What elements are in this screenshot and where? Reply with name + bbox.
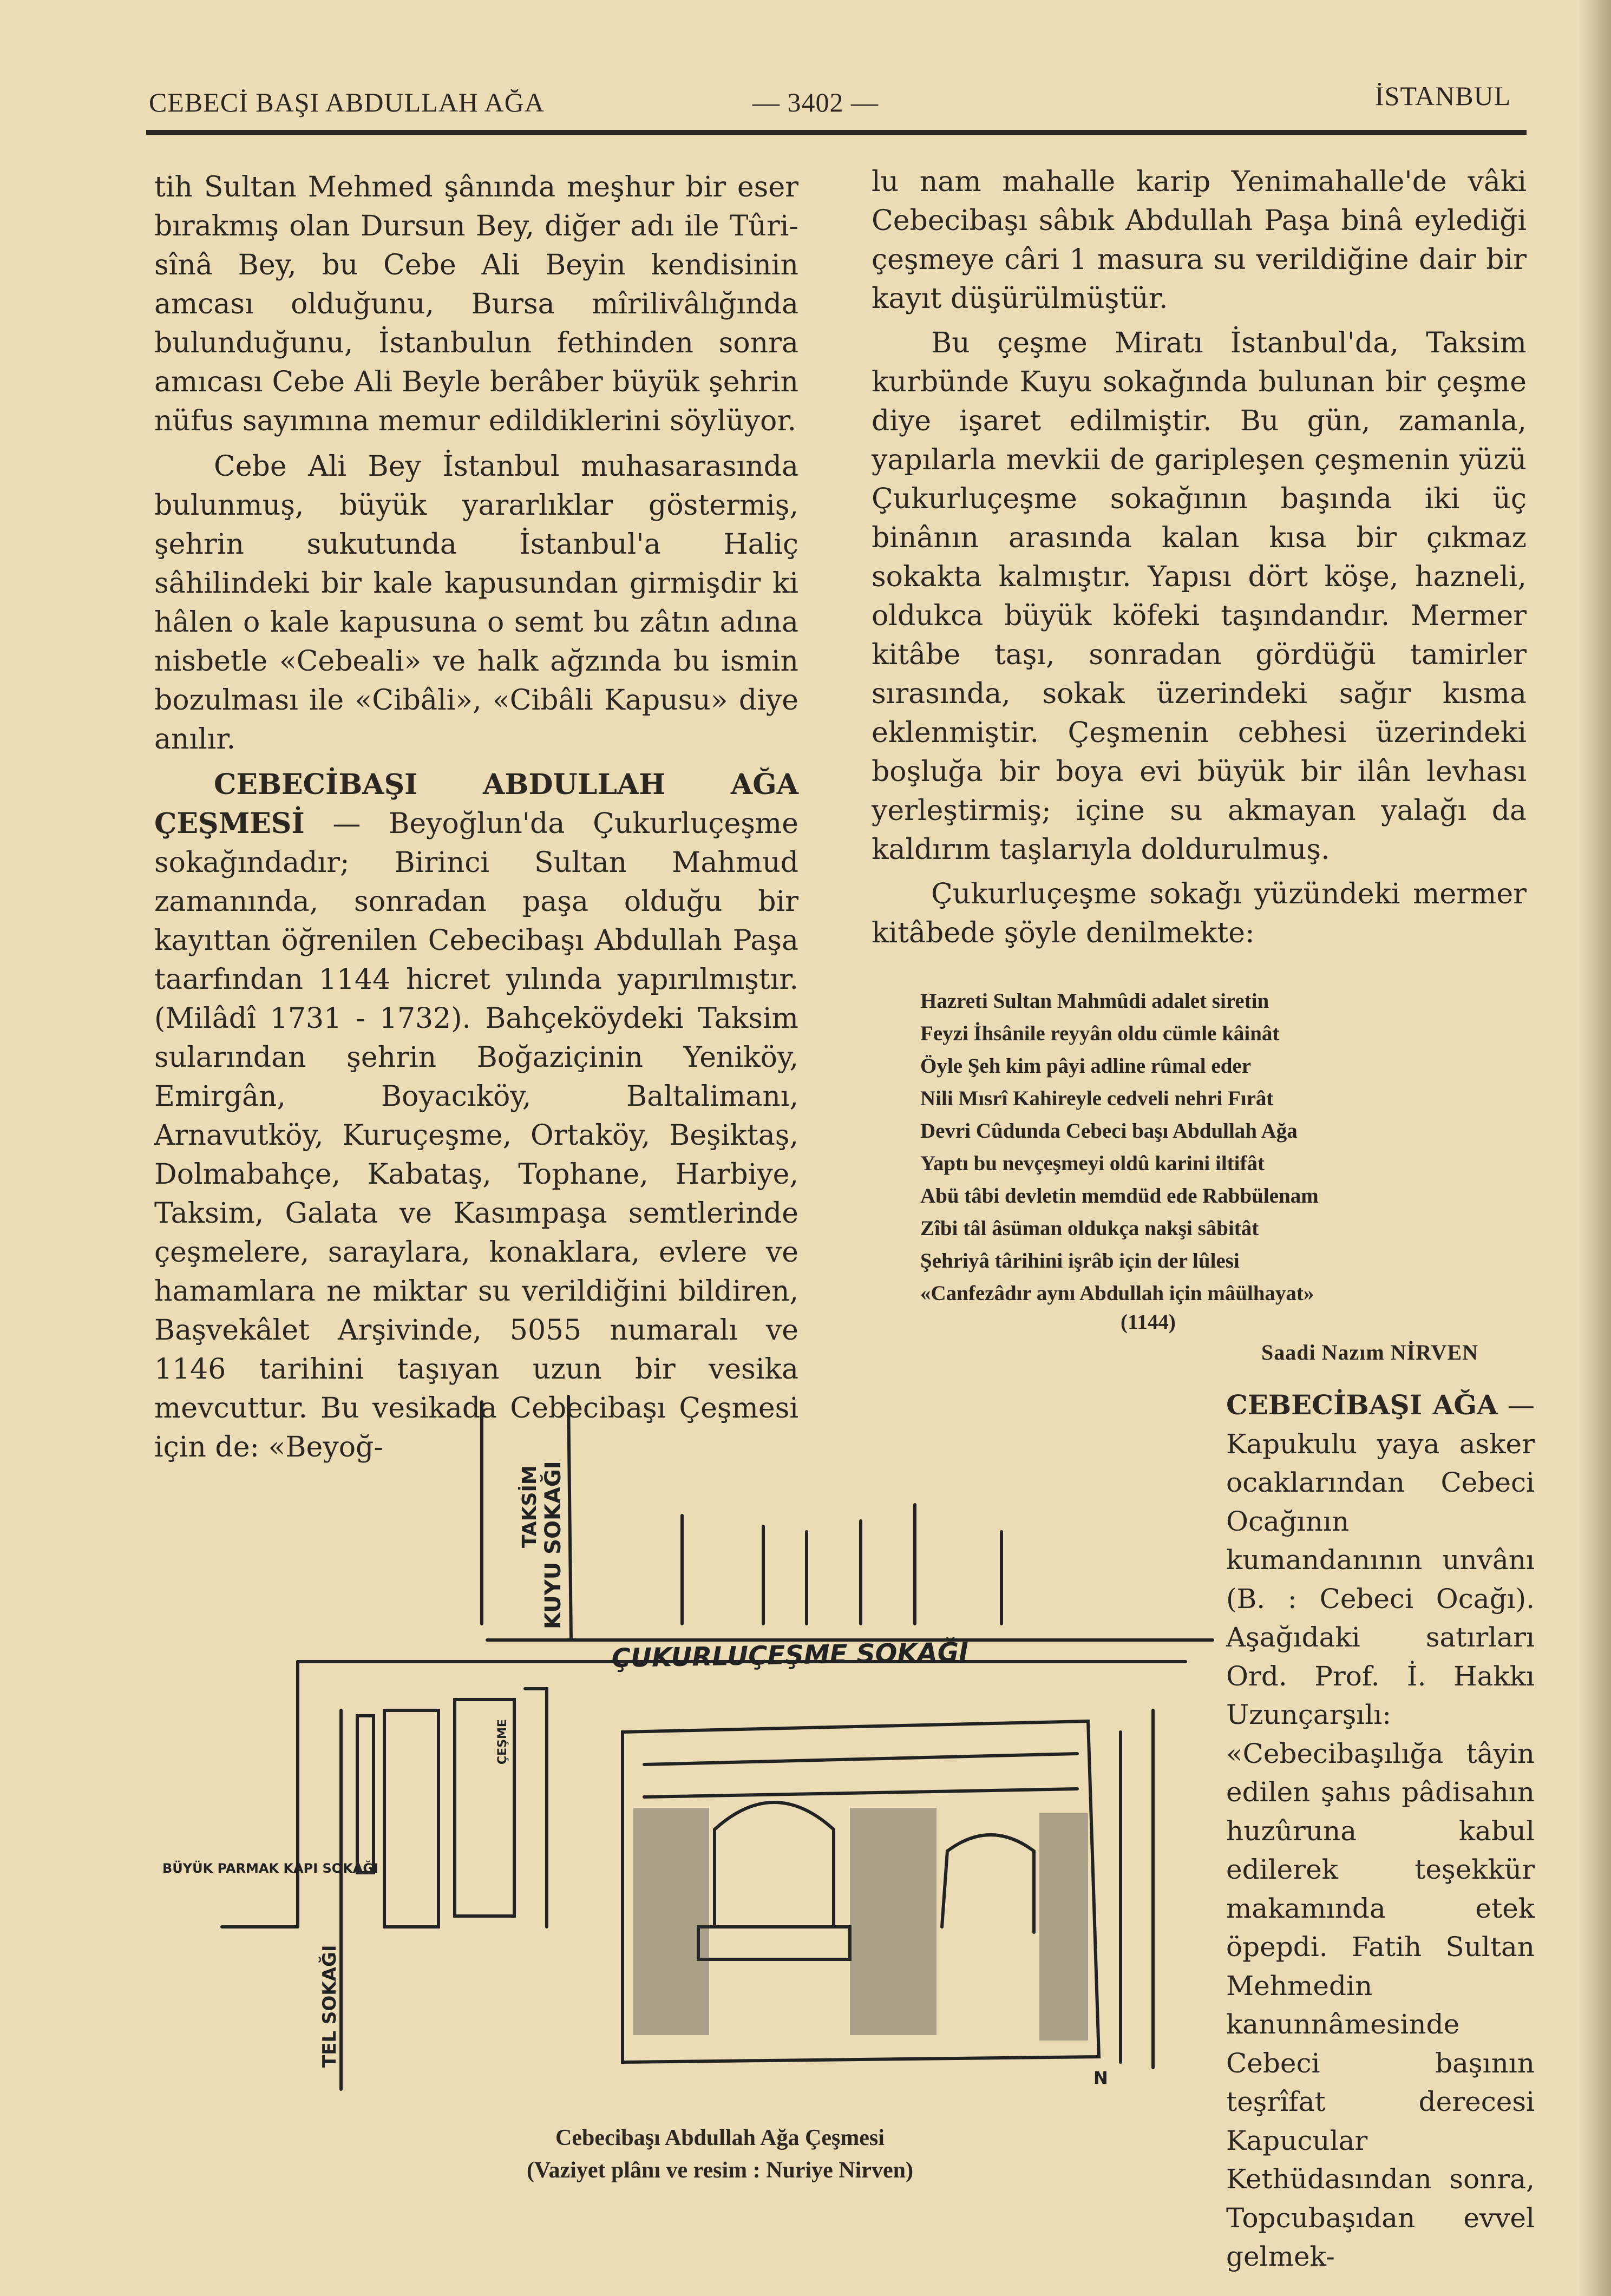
entry-paragraph <box>154 765 798 1467</box>
poem-line: Hazreti Sultan Mahmûdi adalet siretin <box>920 989 1269 1013</box>
hatching <box>1039 1813 1088 2041</box>
running-header-left: CEBECİ BAŞI ABDULLAH AĞA <box>149 87 545 117</box>
road-line <box>568 1396 571 1640</box>
entry-title: CEBECİBAŞI AĞA <box>1226 1389 1498 1421</box>
poem-line: Devri Cûdunda Cebeci başı Abdullah Ağa <box>920 1119 1298 1143</box>
cesme-label: ÇEŞME <box>496 1719 509 1764</box>
entry-title: CEBECİBAŞI ABDULLAH AĞA ÇEŞMESİ <box>154 768 798 840</box>
fountain-sign <box>644 1754 1077 1764</box>
figure-caption <box>449 2122 991 2187</box>
street-label-tel: TEL SOKAĞI <box>319 1945 340 2068</box>
fountain-arch <box>942 1835 1034 1932</box>
street-label-taksim: TAKSİM <box>519 1465 541 1548</box>
poem-line: «Canfezâdır aynı Abdullah için mâülhayat» <box>920 1282 1314 1305</box>
caption-title: Cebecibaşı Abdullah Ağa Çeşmesi <box>555 2126 885 2150</box>
paragraph: lu nam mahalle karip Yenimahalle'de vâki Cebecibaşı sâbık Abdullah Paşa binâ eylediği çeşmeye câri 1 masura su verildiğine dair bir kayıt düşürülmüştür. <box>872 166 1527 315</box>
street-label-buyuk: BÜYÜK PARMAK KAPI SOKAĞI <box>162 1861 378 1876</box>
building-outline <box>357 1716 374 1873</box>
paragraph: tih Sultan Mehmed şânında meşhur bir eser bırakmış olan Dursun Bey, diğer adı ile Tûri-sînâ Bey, bu Cebe Ali Beyin kendisinin amcası olduğunu, Bursa mîrilivâlığında bulunduğunu, İstanbulun fethinden sonra amıcası Cebe Ali Beyle berâber büyük şehrin nüfus sayımına memur edildiklerini söylüyor. <box>154 171 798 437</box>
page-edge-shadow <box>1579 0 1611 2296</box>
poem-year: (1144) <box>1121 1310 1176 1334</box>
street-label-main: ÇUKURLUÇEŞME SOKAĞI <box>611 1637 969 1674</box>
north-arrow-label: N <box>1093 2068 1108 2088</box>
fountain-sign <box>644 1789 1077 1797</box>
fountain-arch <box>715 1802 834 1927</box>
poem-line: Feyzi İhsânile reyyân oldu cümle kâinât <box>920 1022 1280 1045</box>
inscription-poem <box>920 985 1516 1310</box>
hatching <box>633 1808 709 2035</box>
poem-author: Saadi Nazım NİRVEN <box>1261 1340 1479 1365</box>
poem-line: Abü tâbi devletin memdüd ede Rabbülenam <box>920 1184 1319 1208</box>
left-column <box>154 168 798 1467</box>
fountain-basin <box>698 1927 850 1959</box>
entry-text: — Beyoğlun'da Çukurluçeşme sokağındadır; Birinci Sultan Mahmud zamanında, sonradan paşa olduğu bir kayıttan öğrenilen Cebecibaşı Abdullah Paşa taarfından 1144 hicret yılında yapırılmıştır. (Milâdî 1731 - 1732). Bahçeköydeki Taksim sularından şehrin Boğaziçinin Yeniköy, Emirgân, Boyacıköy, Baltalimanı, Arnavutköy, Kuruçeşme, Ortaköy, Beşiktaş, Dolmabahçe, Kabataş, Tophane, Harbiye, Taksim, Galata ve Kasımpaşa semtlerinde çeşmelere, saraylara, konaklara, evlere ve hamamlara ne miktar su verildiğini bildiren, Başvekâlet Arşivinde, 5055 numaralı ve 1146 tarihini taşıyan uzun bir vesika mevcuttur. Bu vesikada Cebecibaşı Çeşmesi için de: «Beyoğ- <box>154 808 798 1464</box>
poem-line: Nili Mısrî Kahireyle cedveli nehri Fırât <box>920 1087 1274 1110</box>
entry-text: — Kapukulu yaya asker ocaklarından Cebeci Ocağının kumandanının unvânı (B. : Cebeci Ocağı). Aşağıdaki satırları Ord. Prof. İ. Hakkı Uzunçarşılı: «Cebecibaşılığa tâyin edilen şahıs pâdisahın huzûruna kabul edilerek teşekkür makamında etek öpepdi. Fatih Sultan Mehmedin kanunnâmesinde Cebeci başının teşrîfat derecesi Kapucular Kethüdasından sonra, Topcubaşıdan evvel gelmek- <box>1226 1389 1535 2272</box>
right-column <box>872 162 1527 953</box>
running-header-right: İSTANBUL <box>1375 81 1511 111</box>
hatching <box>850 1808 937 2035</box>
page-number: — 3402 — <box>752 87 879 117</box>
next-entry-column <box>1226 1386 1535 2277</box>
paragraph: Çukurluçeşme sokağı yüzündeki mermer kitâbede şöyle denilmekte: <box>872 878 1527 949</box>
poem-line: Yaptı bu nevçeşmeyi oldû karini iltifât <box>920 1152 1265 1175</box>
entry-paragraph <box>1226 1386 1535 2277</box>
building-outline <box>525 1689 547 1927</box>
poem-line: Şehriyâ târihini işrâb için der lûlesi <box>920 1249 1240 1272</box>
poem-line: Zîbi tâl âsüman oldukça nakşi sâbitât <box>920 1217 1259 1240</box>
poem-line: Öyle Şeh kim pâyi adline rûmal eder <box>920 1054 1252 1078</box>
building-outline <box>384 1710 438 1927</box>
caption-credit: (Vaziyet plânı ve resim : Nuriye Nirven) <box>527 2158 913 2183</box>
street-label-kuyu: KUYU SOKAĞI <box>541 1461 566 1629</box>
header-rule <box>146 130 1527 135</box>
paragraph: Cebe Ali Bey İstanbul muhasarasında bulunmuş, büyük yararlıklar göstermiş, şehrin sukutunda İstanbul'a Haliç sâhilindeki bir kale kapusundan girmişdir ki hâlen o kale kapusuna o semt bu zâtın adına nisbetle «Cebeali» ve halk ağzında bu ismin bozulması ile «Cibâli», «Cibâli Kapusu» diye anılır. <box>154 450 798 756</box>
fountain-sketch <box>162 1386 1186 2122</box>
paragraph: Bu çeşme Miratı İstanbul'da, Taksim kurbünde Kuyu sokağında bulunan bir çeşme diye işaret edilmiştir. Bu gün, zamanla, yapılarla mevkii de garipleşen çeşmenin yüzü Çukurluçeşme sokağının başında iki üç binânın arasında kalan kısa bir çıkmaz sokakta kalmıştır. Yapısı dört köşe, hazneli, oldukca büyük köfeki taşındandır. Mermer kitâbe taşı, sonradan gördüğü tamirler sırasında, sokak üzerindeki sağır kısma eklenmiştir. Çeşmenin cebhesi üzerindeki boşluğa bir boya evi büyük bir ilân levhası yerleştirmiş; içine su akmayan yalağı da kaldırım taşlarıyla doldurulmuş. <box>872 327 1527 866</box>
